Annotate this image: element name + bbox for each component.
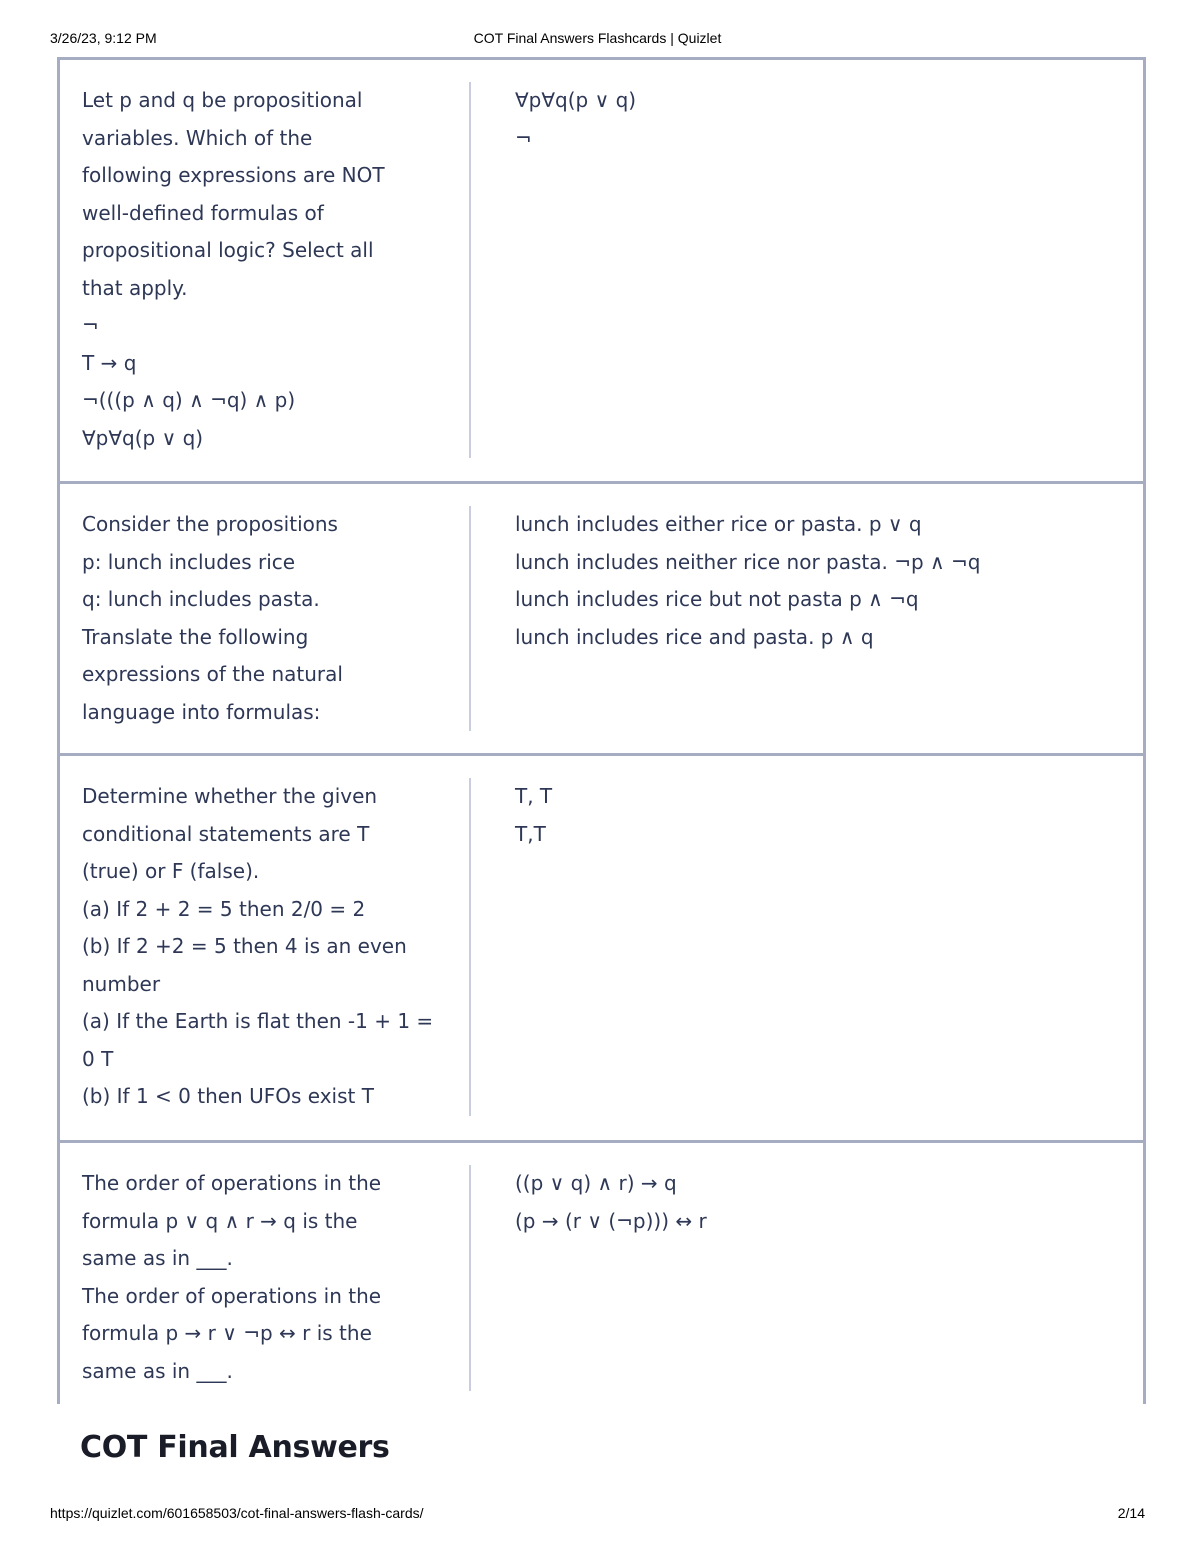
term-line: Determine whether the given <box>82 784 378 808</box>
print-url: https://quizlet.com/601658503/cot-final-answers-flash-cards/ <box>50 1505 424 1521</box>
flashcard <box>57 481 1146 753</box>
term-line: Let p and q be propositional <box>82 88 363 112</box>
flashcard-term <box>82 506 442 731</box>
term-line: (a) If 2 + 2 = 5 then 2/0 = 2 <box>82 896 366 921</box>
flashcard-definition <box>515 82 1125 157</box>
definition-line: T, T <box>515 784 553 808</box>
set-title: COT Final Answers <box>80 1430 390 1465</box>
flashcard <box>57 57 1146 481</box>
term-line: The order of operations in the <box>82 1283 382 1308</box>
flashcard-definition <box>515 1165 1125 1240</box>
card-divider <box>469 506 471 731</box>
print-page-number: 2/14 <box>1117 1505 1145 1521</box>
flashcard-definition <box>515 506 1125 656</box>
print-footer <box>50 1505 1145 1525</box>
term-line: number <box>82 971 161 996</box>
term-line: 0 T <box>82 1046 114 1071</box>
print-header <box>50 30 1145 50</box>
definition-line: lunch includes either rice or pasta. p ∨ q <box>515 512 922 536</box>
term-line: following expressions are NOT <box>82 163 385 187</box>
card-divider <box>469 82 471 458</box>
definition-line: lunch includes neither rice nor pasta. ¬p ∧ ¬q <box>515 549 981 574</box>
term-line: same as in ___. <box>82 1358 233 1383</box>
definition-line: (p → (r ∨ (¬p))) ↔ r <box>515 1208 707 1233</box>
flashcard <box>57 753 1146 1140</box>
definition-line: ∀p∀q(p ∨ q) <box>515 88 637 112</box>
term-line: conditional statements are T <box>82 821 370 846</box>
definition-line: ((p ∨ q) ∧ r) → q <box>515 1171 677 1195</box>
term-line: (b) If 1 < 0 then UFOs exist T <box>82 1084 374 1108</box>
card-divider <box>469 1165 471 1391</box>
term-line: (true) or F (false). <box>82 859 260 883</box>
term-line: that apply. <box>82 275 188 300</box>
term-line: (b) If 2 +2 = 5 then 4 is an even <box>82 934 407 958</box>
term-line: (a) If the Earth is flat then -1 + 1 = <box>82 1009 434 1033</box>
term-line: q: lunch includes pasta. <box>82 587 320 611</box>
definition-line: lunch includes rice and pasta. p ∧ q <box>515 624 874 649</box>
term-line: T → q <box>82 350 137 375</box>
flashcard <box>57 1140 1146 1404</box>
definition-line: lunch includes rice but not pasta p ∧ ¬q <box>515 587 919 611</box>
term-line: formula p ∨ q ∧ r → q is the <box>82 1208 358 1233</box>
term-line: ∀p∀q(p ∨ q) <box>82 425 204 450</box>
term-line: formula p → r ∨ ¬p ↔ r is the <box>82 1321 372 1345</box>
term-line: well-defined formulas of <box>82 200 324 225</box>
definition-line: T,T <box>515 821 546 846</box>
flashcard-list <box>57 57 1146 1404</box>
term-line: p: lunch includes rice <box>82 549 296 574</box>
flashcard-definition <box>515 778 1125 853</box>
term-line: language into formulas: <box>82 699 321 724</box>
term-line: ¬ <box>82 313 99 337</box>
term-line: ¬(((p ∧ q) ∧ ¬q) ∧ p) <box>82 388 296 412</box>
term-line: Translate the following <box>82 624 309 649</box>
term-line: expressions of the natural <box>82 662 343 686</box>
card-divider <box>469 778 471 1116</box>
definition-line: ¬ <box>515 125 532 150</box>
flashcard-term <box>82 1165 442 1390</box>
print-datetime: 3/26/23, 9:12 PM <box>50 30 157 46</box>
term-line: propositional logic? Select all <box>82 238 374 262</box>
flashcard-term <box>82 82 442 457</box>
term-line: The order of operations in the <box>82 1171 382 1195</box>
flashcard-term <box>82 778 442 1116</box>
term-line: same as in ___. <box>82 1246 233 1270</box>
print-page-title: COT Final Answers Flashcards | Quizlet <box>473 30 722 46</box>
term-line: variables. Which of the <box>82 125 313 150</box>
term-line: Consider the propositions <box>82 512 338 536</box>
